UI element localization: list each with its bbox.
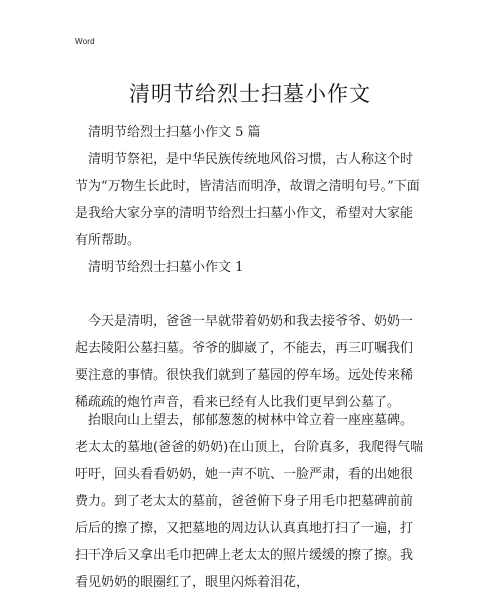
body-paragraph: 今天是清明，爸爸一早就带着奶奶和我去接爷爷、奶奶一起去陵阳公墓扫墓。爷爷的脚崴了，不能去，再三叮嘱我们要注意的事情。很快我们就到了墓园的停车场。远处传来稀稀疏疏的炮竹声音，看来已经有人比我们更早到公墓了。: [75, 314, 414, 410]
document-title: 清明节给烈士扫墓小作文: [129, 82, 371, 106]
document-subtitle: 清明节给烈士扫墓小作文 5 篇: [88, 125, 261, 140]
intro-paragraph: 清明节祭祀，是中华民族传统地风俗习惯，古人称这个时节为“万物生长此时，皆清洁而明净，故谓之清明句号。”下面是我给大家分享的清明节给烈士扫墓小作文，希望对大家能有所帮助。: [75, 152, 420, 248]
header-label: Word: [75, 37, 95, 46]
body-paragraph: 抬眼向山上望去，郁郁葱葱的树林中耸立着一座座墓碑。老太太的墓地(爸爸的奶奶)在山顶上，台阶真多，我爬得气喘吁吁，回头看看奶奶，她一声不吭、一脸严肃，看的出她很费力。到了老太太的墓前，爸爸俯下身子用毛巾把墓碑前前后后的擦了擦，又把墓地的周边认认真真地打扫了一遍，打扫干净后又拿出毛巾把碑上老太太的照片缓缓的擦了擦。我看见奶奶的眼圈红了，眼里闪烁着泪花，: [75, 413, 424, 590]
section-heading: 清明节给烈士扫墓小作文 1: [88, 260, 244, 275]
